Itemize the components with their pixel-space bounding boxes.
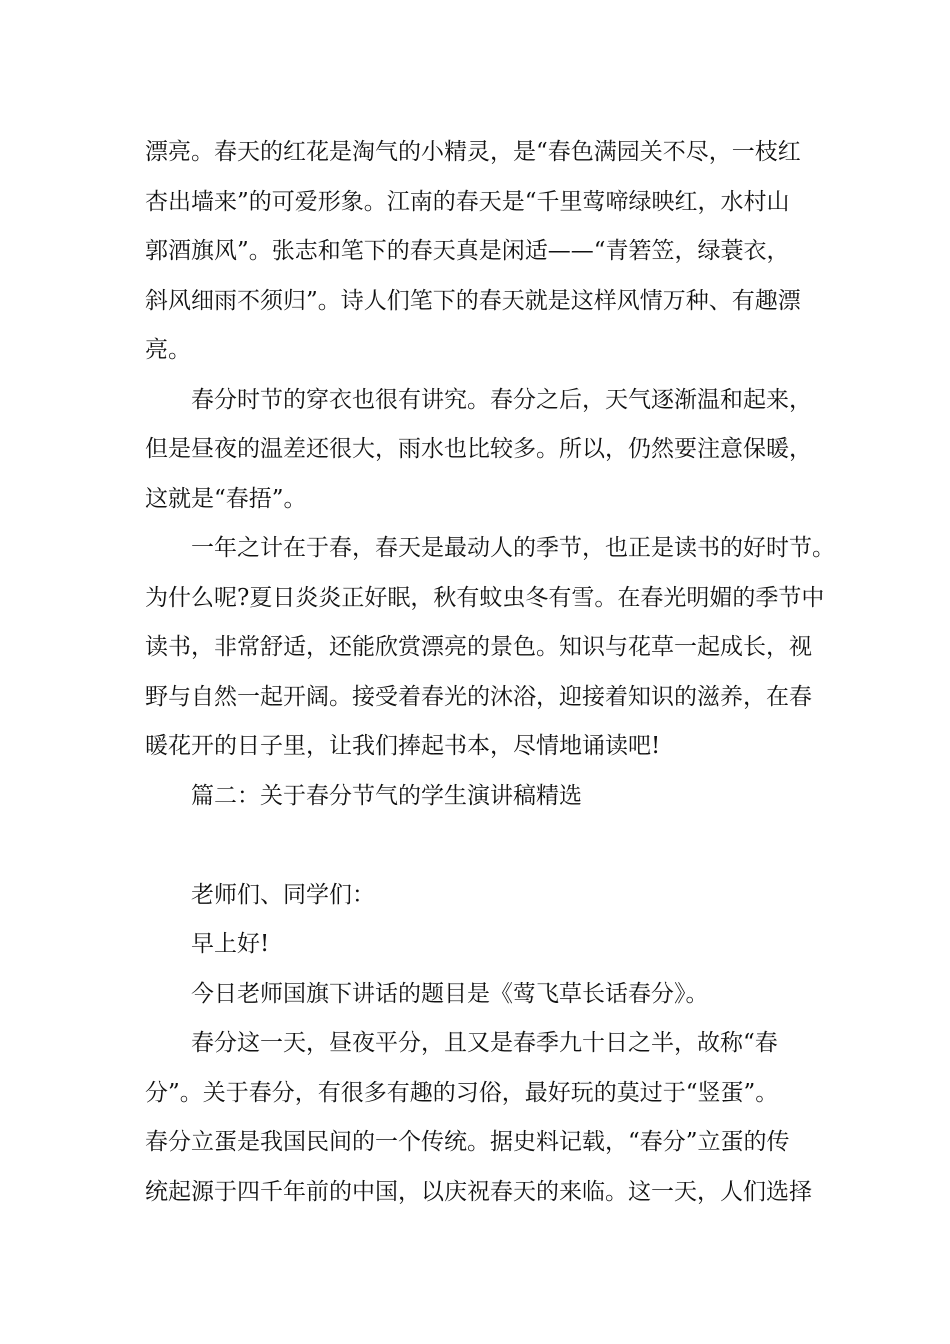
paragraph-start-line: 一年之计在于春，春天是最动人的季节，也正是读书的好时节。 — [191, 535, 835, 561]
text-line: 亮。 — [145, 337, 191, 363]
text-line: 暖花开的日子里，让我们捧起书本，尽情地诵读吧! — [145, 733, 661, 759]
text-line: 为什么呢?夏日炎炎正好眠，秋有蚊虫冬有雪。在春光明媚的季节中 — [145, 584, 825, 611]
section-heading: 篇二：关于春分节气的学生演讲稿精选 — [191, 782, 582, 809]
document-body — [145, 128, 835, 1217]
greeting-line: 早上好! — [191, 931, 270, 957]
text-line: 这就是“春捂”。 — [145, 485, 307, 512]
paragraph-start-line: 今日老师国旗下讲话的题目是《莺飞草长话春分》。 — [191, 980, 709, 1007]
salutation-line: 老师们、同学们： — [191, 881, 375, 908]
paragraph-start-line: 春分这一天，昼夜平分，且又是春季九十日之半，故称“春 — [191, 1030, 778, 1056]
paragraph-start-line: 春分时节的穿衣也很有讲究。春分之后，天气逐渐温和起来， — [191, 386, 812, 413]
text-line: 读书，非常舒适，还能欣赏漂亮的景色。知识与花草一起成长，视 — [145, 634, 812, 660]
text-line: 分”。关于春分，有很多有趣的习俗，最好玩的莫过于“竖蛋”。 — [145, 1079, 779, 1106]
text-line: 斜风细雨不须归”。诗人们笔下的春天就是这样风情万种、有趣漂 — [145, 287, 801, 314]
text-line: 杏出墙来”的可爱形象。江南的春天是“千里莺啼绿映红，水村山 — [145, 188, 790, 215]
text-line: 漂亮。春天的红花是淘气的小精灵，是“春色满园关不尽，一枝红 — [145, 139, 801, 165]
text-line: 春分立蛋是我国民间的一个传统。据史料记载，“春分”立蛋的传 — [145, 1129, 790, 1155]
text-line: 郭酒旗风”。张志和笔下的春天真是闲适——“青箬笠，绿蓑衣， — [145, 238, 790, 264]
text-line: 但是昼夜的温差还很大，雨水也比较多。所以，仍然要注意保暖， — [145, 436, 812, 462]
blank-line — [145, 821, 810, 871]
text-line: 野与自然一起开阔。接受着春光的沐浴，迎接着知识的滋养，在春 — [145, 683, 812, 710]
text-line: 统起源于四千年前的中国，以庆祝春天的来临。这一天，人们选择 — [145, 1178, 812, 1205]
